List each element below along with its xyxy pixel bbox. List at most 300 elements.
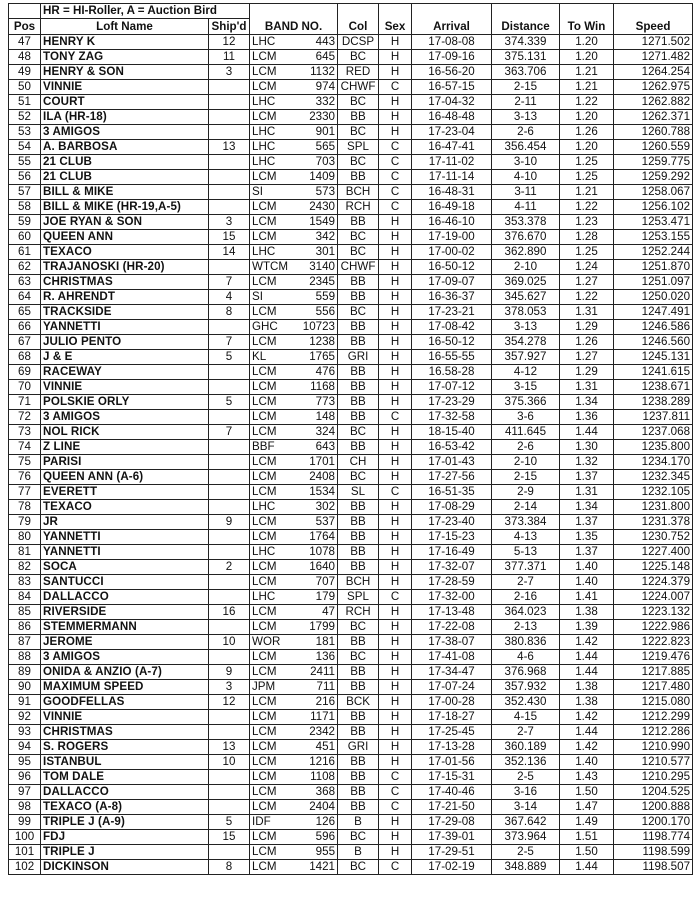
shipd-cell: 4 — [209, 290, 250, 305]
color-cell: BC — [338, 425, 379, 440]
pos-cell: 55 — [9, 155, 41, 170]
band-number-cell: 301 — [294, 245, 338, 260]
band-prefix-cell: LHC — [250, 590, 294, 605]
speed-cell: 1247.491 — [614, 305, 693, 320]
sex-cell: C — [379, 200, 412, 215]
table-row — [9, 500, 693, 515]
shipd-cell — [209, 125, 250, 140]
race-results-table — [8, 3, 693, 875]
arrival-cell: 17-23-40 — [412, 515, 492, 530]
speed-cell: 1198.599 — [614, 845, 693, 860]
speed-cell: 1253.471 — [614, 215, 693, 230]
shipd-cell — [209, 185, 250, 200]
loft-name-cell: CHRISTMAS — [41, 725, 209, 740]
arrival-cell: 17-13-48 — [412, 605, 492, 620]
loft-name-cell: TEXACO — [41, 500, 209, 515]
to-win-cell: 1.25 — [560, 245, 614, 260]
shipd-cell: 8 — [209, 860, 250, 875]
color-cell: BC — [338, 245, 379, 260]
speed-cell: 1262.975 — [614, 80, 693, 95]
table-row — [9, 695, 693, 710]
pos-cell: 83 — [9, 575, 41, 590]
pos-cell: 74 — [9, 440, 41, 455]
band-prefix-cell: LCM — [250, 785, 294, 800]
loft-name-cell: GOODFELLAS — [41, 695, 209, 710]
arrival-cell: 17-28-59 — [412, 575, 492, 590]
arrival-cell: 17-23-29 — [412, 395, 492, 410]
header-shipd: Ship'd — [209, 19, 250, 35]
pos-cell: 49 — [9, 65, 41, 80]
color-cell: BB — [338, 785, 379, 800]
band-prefix-cell: LCM — [250, 860, 294, 875]
table-row — [9, 605, 693, 620]
band-number-cell: 1799 — [294, 620, 338, 635]
color-cell: BC — [338, 50, 379, 65]
table-row — [9, 200, 693, 215]
arrival-cell: 16-51-35 — [412, 485, 492, 500]
color-cell: BCK — [338, 695, 379, 710]
distance-cell: 3-16 — [492, 785, 560, 800]
distance-cell: 2-6 — [492, 125, 560, 140]
distance-cell: 356.454 — [492, 140, 560, 155]
pos-cell: 54 — [9, 140, 41, 155]
band-number-cell: 974 — [294, 80, 338, 95]
pos-cell: 72 — [9, 410, 41, 425]
band-prefix-cell: SI — [250, 290, 294, 305]
table-row — [9, 680, 693, 695]
color-cell: GRI — [338, 350, 379, 365]
arrival-cell: 16-46-10 — [412, 215, 492, 230]
distance-cell: 2-14 — [492, 500, 560, 515]
loft-name-cell: JEROME — [41, 635, 209, 650]
distance-cell: 2-7 — [492, 575, 560, 590]
distance-cell: 3-6 — [492, 410, 560, 425]
color-cell: BC — [338, 95, 379, 110]
band-prefix-cell: LCM — [250, 365, 294, 380]
distance-cell: 2-6 — [492, 440, 560, 455]
to-win-cell: 1.38 — [560, 605, 614, 620]
pos-cell: 93 — [9, 725, 41, 740]
speed-cell: 1198.507 — [614, 860, 693, 875]
color-cell: BB — [338, 335, 379, 350]
shipd-cell — [209, 620, 250, 635]
to-win-cell: 1.42 — [560, 740, 614, 755]
loft-name-cell: Z LINE — [41, 440, 209, 455]
sex-cell: H — [379, 830, 412, 845]
table-row — [9, 80, 693, 95]
band-number-cell: 148 — [294, 410, 338, 425]
table-row — [9, 545, 693, 560]
speed-cell: 1222.986 — [614, 620, 693, 635]
band-prefix-cell: LCM — [250, 710, 294, 725]
speed-cell: 1262.371 — [614, 110, 693, 125]
sex-cell: H — [379, 305, 412, 320]
loft-name-cell: R. AHRENDT — [41, 290, 209, 305]
arrival-cell: 17-32-58 — [412, 410, 492, 425]
speed-cell: 1238.671 — [614, 380, 693, 395]
sex-cell: C — [379, 785, 412, 800]
pos-cell: 95 — [9, 755, 41, 770]
band-prefix-cell: LCM — [250, 425, 294, 440]
sex-cell: H — [379, 635, 412, 650]
loft-name-cell: COURT — [41, 95, 209, 110]
pos-cell: 73 — [9, 425, 41, 440]
color-cell: BB — [338, 560, 379, 575]
sex-cell: H — [379, 395, 412, 410]
band-prefix-cell: LCM — [250, 275, 294, 290]
arrival-cell: 17-00-02 — [412, 245, 492, 260]
loft-name-cell: RACEWAY — [41, 365, 209, 380]
distance-cell: 2-10 — [492, 455, 560, 470]
band-prefix-cell: LHC — [250, 545, 294, 560]
table-row — [9, 770, 693, 785]
table-row — [9, 725, 693, 740]
loft-name-cell: TRAJANOSKI (HR-20) — [41, 260, 209, 275]
distance-cell: 378.053 — [492, 305, 560, 320]
pos-cell: 67 — [9, 335, 41, 350]
to-win-cell: 1.38 — [560, 680, 614, 695]
arrival-cell: 16-55-55 — [412, 350, 492, 365]
band-prefix-cell: LCM — [250, 770, 294, 785]
distance-cell: 4-15 — [492, 710, 560, 725]
table-row — [9, 35, 693, 50]
to-win-cell: 1.26 — [560, 125, 614, 140]
pos-cell: 65 — [9, 305, 41, 320]
band-number-cell: 451 — [294, 740, 338, 755]
sex-cell: H — [379, 425, 412, 440]
color-cell: SL — [338, 485, 379, 500]
band-number-cell: 559 — [294, 290, 338, 305]
band-prefix-cell: JPM — [250, 680, 294, 695]
sex-cell: H — [379, 680, 412, 695]
to-win-cell: 1.20 — [560, 140, 614, 155]
to-win-cell: 1.44 — [560, 725, 614, 740]
sex-cell: H — [379, 545, 412, 560]
arrival-cell: 17-04-32 — [412, 95, 492, 110]
header-to-win: To Win — [560, 4, 614, 35]
shipd-cell: 3 — [209, 215, 250, 230]
distance-cell: 348.889 — [492, 860, 560, 875]
distance-cell: 375.366 — [492, 395, 560, 410]
to-win-cell: 1.22 — [560, 200, 614, 215]
to-win-cell: 1.28 — [560, 230, 614, 245]
sex-cell: H — [379, 110, 412, 125]
speed-cell: 1241.615 — [614, 365, 693, 380]
band-prefix-cell: LHC — [250, 140, 294, 155]
color-cell: RCH — [338, 200, 379, 215]
distance-cell: 2-15 — [492, 470, 560, 485]
sex-cell: H — [379, 470, 412, 485]
distance-cell: 4-11 — [492, 200, 560, 215]
arrival-cell: 17-11-02 — [412, 155, 492, 170]
band-number-cell: 1534 — [294, 485, 338, 500]
color-cell: BCH — [338, 185, 379, 200]
sex-cell: H — [379, 560, 412, 575]
sex-cell: H — [379, 500, 412, 515]
results-body — [9, 35, 693, 875]
pos-cell: 63 — [9, 275, 41, 290]
shipd-cell: 12 — [209, 35, 250, 50]
band-number-cell: 332 — [294, 95, 338, 110]
arrival-cell: 17-29-08 — [412, 815, 492, 830]
band-prefix-cell: LCM — [250, 530, 294, 545]
sex-cell: H — [379, 740, 412, 755]
shipd-cell — [209, 440, 250, 455]
color-cell: BB — [338, 110, 379, 125]
sex-cell: H — [379, 260, 412, 275]
pos-cell: 102 — [9, 860, 41, 875]
distance-cell: 2-11 — [492, 95, 560, 110]
shipd-cell — [209, 470, 250, 485]
table-row — [9, 395, 693, 410]
arrival-cell: 17-23-04 — [412, 125, 492, 140]
pos-cell: 68 — [9, 350, 41, 365]
band-prefix-cell: LHC — [250, 95, 294, 110]
sex-cell: H — [379, 335, 412, 350]
distance-cell: 353.378 — [492, 215, 560, 230]
sex-cell: C — [379, 410, 412, 425]
speed-cell: 1250.020 — [614, 290, 693, 305]
arrival-cell: 17-15-23 — [412, 530, 492, 545]
band-number-cell: 1168 — [294, 380, 338, 395]
speed-cell: 1215.080 — [614, 695, 693, 710]
band-prefix-cell: LCM — [250, 380, 294, 395]
to-win-cell: 1.23 — [560, 215, 614, 230]
band-prefix-cell: WOR — [250, 635, 294, 650]
color-cell: BB — [338, 665, 379, 680]
band-number-cell: 1108 — [294, 770, 338, 785]
speed-cell: 1245.131 — [614, 350, 693, 365]
color-cell: BB — [338, 320, 379, 335]
loft-name-cell: 3 AMIGOS — [41, 650, 209, 665]
band-prefix-cell: LHC — [250, 35, 294, 50]
legend-text: HR = HI-Roller, A = Auction Bird — [41, 4, 250, 19]
to-win-cell: 1.42 — [560, 710, 614, 725]
shipd-cell — [209, 785, 250, 800]
table-row — [9, 95, 693, 110]
sex-cell: H — [379, 215, 412, 230]
speed-cell: 1210.295 — [614, 770, 693, 785]
speed-cell: 1271.502 — [614, 35, 693, 50]
band-prefix-cell: LCM — [250, 575, 294, 590]
band-prefix-cell: LCM — [250, 455, 294, 470]
distance-cell: 364.023 — [492, 605, 560, 620]
band-number-cell: 2411 — [294, 665, 338, 680]
band-prefix-cell: LHC — [250, 245, 294, 260]
shipd-cell: 9 — [209, 515, 250, 530]
to-win-cell: 1.42 — [560, 635, 614, 650]
pos-cell: 88 — [9, 650, 41, 665]
band-prefix-cell: LCM — [250, 560, 294, 575]
to-win-cell: 1.32 — [560, 455, 614, 470]
to-win-cell: 1.37 — [560, 545, 614, 560]
speed-cell: 1251.870 — [614, 260, 693, 275]
speed-cell: 1253.155 — [614, 230, 693, 245]
to-win-cell: 1.30 — [560, 440, 614, 455]
shipd-cell: 13 — [209, 140, 250, 155]
distance-cell: 3-10 — [492, 155, 560, 170]
arrival-cell: 17-07-12 — [412, 380, 492, 395]
loft-name-cell: ONIDA & ANZIO (A-7) — [41, 665, 209, 680]
speed-cell: 1259.292 — [614, 170, 693, 185]
distance-cell: 411.645 — [492, 425, 560, 440]
band-number-cell: 443 — [294, 35, 338, 50]
speed-cell: 1212.286 — [614, 725, 693, 740]
shipd-cell: 10 — [209, 635, 250, 650]
table-row — [9, 860, 693, 875]
color-cell: BC — [338, 230, 379, 245]
speed-cell: 1200.888 — [614, 800, 693, 815]
pos-cell: 64 — [9, 290, 41, 305]
sex-cell: H — [379, 50, 412, 65]
sex-cell: C — [379, 80, 412, 95]
shipd-cell — [209, 455, 250, 470]
band-prefix-cell: BBF — [250, 440, 294, 455]
arrival-cell: 17-27-56 — [412, 470, 492, 485]
distance-cell: 373.964 — [492, 830, 560, 845]
loft-name-cell: TEXACO (A-8) — [41, 800, 209, 815]
color-cell: BB — [338, 290, 379, 305]
arrival-cell: 17-01-56 — [412, 755, 492, 770]
pos-cell: 91 — [9, 695, 41, 710]
sex-cell: C — [379, 485, 412, 500]
arrival-cell: 16-50-12 — [412, 260, 492, 275]
distance-cell: 357.932 — [492, 680, 560, 695]
shipd-cell — [209, 650, 250, 665]
pos-cell: 98 — [9, 800, 41, 815]
band-prefix-cell: GHC — [250, 320, 294, 335]
band-number-cell: 2345 — [294, 275, 338, 290]
band-number-cell: 2404 — [294, 800, 338, 815]
table-row — [9, 620, 693, 635]
pos-cell: 94 — [9, 740, 41, 755]
band-number-cell: 1238 — [294, 335, 338, 350]
sex-cell: H — [379, 650, 412, 665]
speed-cell: 1260.559 — [614, 140, 693, 155]
loft-name-cell: HENRY & SON — [41, 65, 209, 80]
band-prefix-cell: SI — [250, 185, 294, 200]
speed-cell: 1225.148 — [614, 560, 693, 575]
pos-cell: 75 — [9, 455, 41, 470]
color-cell: BC — [338, 305, 379, 320]
speed-cell: 1234.170 — [614, 455, 693, 470]
band-prefix-cell: LCM — [250, 725, 294, 740]
arrival-cell: 17-01-43 — [412, 455, 492, 470]
band-prefix-cell: LCM — [250, 605, 294, 620]
band-number-cell: 573 — [294, 185, 338, 200]
distance-cell: 374.339 — [492, 35, 560, 50]
pos-cell: 101 — [9, 845, 41, 860]
speed-cell: 1217.885 — [614, 665, 693, 680]
band-number-cell: 2408 — [294, 470, 338, 485]
color-cell: B — [338, 815, 379, 830]
shipd-cell: 9 — [209, 665, 250, 680]
to-win-cell: 1.26 — [560, 335, 614, 350]
sex-cell: H — [379, 35, 412, 50]
loft-name-cell: YANNETTI — [41, 545, 209, 560]
band-number-cell: 1409 — [294, 170, 338, 185]
shipd-cell: 5 — [209, 815, 250, 830]
loft-name-cell: VINNIE — [41, 80, 209, 95]
loft-name-cell: CHRISTMAS — [41, 275, 209, 290]
distance-cell: 352.136 — [492, 755, 560, 770]
distance-cell: 352.430 — [492, 695, 560, 710]
loft-name-cell: S. ROGERS — [41, 740, 209, 755]
band-number-cell: 773 — [294, 395, 338, 410]
to-win-cell: 1.21 — [560, 65, 614, 80]
shipd-cell: 7 — [209, 425, 250, 440]
loft-name-cell: FDJ — [41, 830, 209, 845]
sex-cell: C — [379, 800, 412, 815]
color-cell: BB — [338, 500, 379, 515]
shipd-cell: 16 — [209, 605, 250, 620]
shipd-cell — [209, 200, 250, 215]
color-cell: BB — [338, 170, 379, 185]
to-win-cell: 1.38 — [560, 695, 614, 710]
band-prefix-cell: LHC — [250, 155, 294, 170]
distance-cell: 367.642 — [492, 815, 560, 830]
pos-cell: 79 — [9, 515, 41, 530]
shipd-cell: 15 — [209, 830, 250, 845]
shipd-cell: 12 — [209, 695, 250, 710]
table-row — [9, 335, 693, 350]
pos-cell: 76 — [9, 470, 41, 485]
arrival-cell: 17-02-19 — [412, 860, 492, 875]
pos-cell: 59 — [9, 215, 41, 230]
shipd-cell: 13 — [209, 740, 250, 755]
to-win-cell: 1.44 — [560, 860, 614, 875]
shipd-cell — [209, 80, 250, 95]
distance-cell: 3-14 — [492, 800, 560, 815]
to-win-cell: 1.24 — [560, 260, 614, 275]
sex-cell: C — [379, 155, 412, 170]
color-cell: CHWF — [338, 260, 379, 275]
band-number-cell: 537 — [294, 515, 338, 530]
color-cell: RED — [338, 65, 379, 80]
header-col: Col — [338, 4, 379, 35]
sex-cell: H — [379, 665, 412, 680]
table-row — [9, 845, 693, 860]
legend-pos-spacer — [9, 4, 41, 19]
band-prefix-cell: LCM — [250, 845, 294, 860]
color-cell: BC — [338, 860, 379, 875]
arrival-cell: 17-32-00 — [412, 590, 492, 605]
table-row — [9, 170, 693, 185]
to-win-cell: 1.20 — [560, 50, 614, 65]
table-row — [9, 215, 693, 230]
color-cell: GRI — [338, 740, 379, 755]
loft-name-cell: YANNETTI — [41, 320, 209, 335]
to-win-cell: 1.39 — [560, 620, 614, 635]
shipd-cell — [209, 365, 250, 380]
arrival-cell: 17-00-28 — [412, 695, 492, 710]
pos-cell: 48 — [9, 50, 41, 65]
pos-cell: 100 — [9, 830, 41, 845]
arrival-cell: 17-18-27 — [412, 710, 492, 725]
pos-cell: 99 — [9, 815, 41, 830]
band-number-cell: 2342 — [294, 725, 338, 740]
band-prefix-cell: LCM — [250, 665, 294, 680]
sex-cell: H — [379, 350, 412, 365]
sex-cell: H — [379, 65, 412, 80]
table-row — [9, 710, 693, 725]
pos-cell: 82 — [9, 560, 41, 575]
table-row — [9, 455, 693, 470]
shipd-cell — [209, 170, 250, 185]
band-prefix-cell: LCM — [250, 215, 294, 230]
color-cell: BB — [338, 275, 379, 290]
arrival-cell: 17-13-28 — [412, 740, 492, 755]
